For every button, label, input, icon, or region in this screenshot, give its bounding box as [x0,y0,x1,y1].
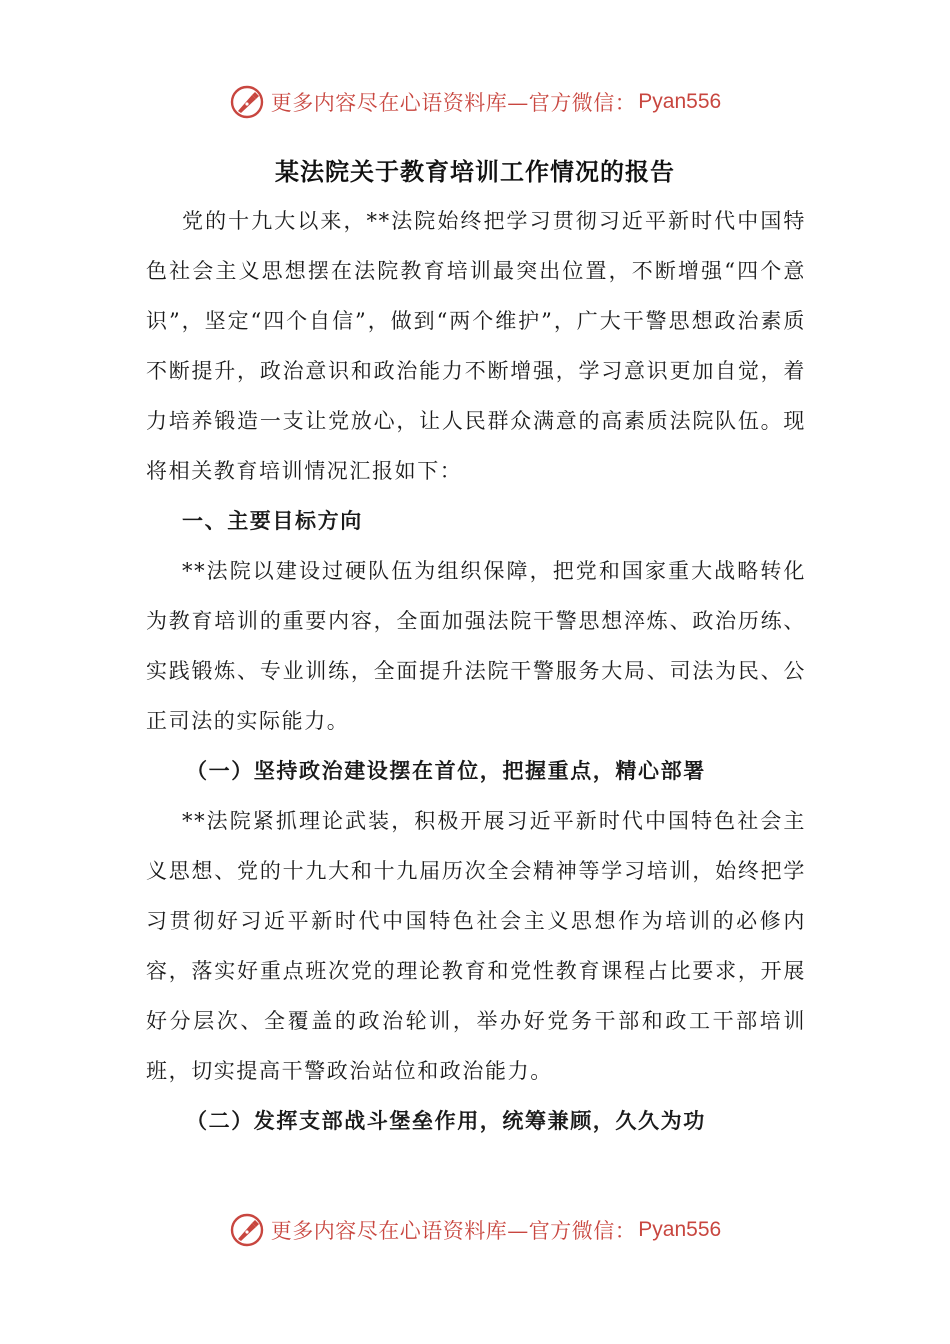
intro-paragraph: 党的十九大以来，**法院始终把学习贯彻习近平新时代中国特色社会主义思想摆在法院教育培训最突出位置，不断增强“四个意识”，坚定“四个自信”，做到“两个维护”，广大干警思想政治素质不断提升，政治意识和政治能力不断增强，学习意识更加自觉，着力培养锻造一支让党放心，让人民群众满意的高素质法院队伍。现将相关教育培训情况汇报如下： [146,209,806,483]
subsection-paragraph-political-building: **法院紧抓理论武装，积极开展习近平新时代中国特色社会主义思想、党的十九大和十九届历次全会精神等学习培训，始终把学习贯彻好习近平新时代中国特色社会主义思想作为培训的必修内容，落实好重点班次党的理论教育和党性教育课程占比要求，开展好分层次、全覆盖的政治轮训，举办好党务干部和政工干部培训班，切实提高干警政治站位和政治能力。 [146,809,806,1083]
document-title: 某法院关于教育培训工作情况的报告 [275,157,675,186]
section-paragraph-main-goals: **法院以建设过硬队伍为组织保障，把党和国家重大战略转化为教育培训的重要内容，全面加强法院干警思想淬炼、政治历练、实践锻炼、专业训练，全面提升法院干警服务大局、司法为民、公正司法的实际能力。 [146,559,806,733]
banner-text: 更多内容尽在心语资料库—官方微信： [270,1219,637,1243]
pen-nib-logo-icon [229,1212,265,1248]
banner-wechat-handle: Pyan556 [638,90,722,113]
footer-watermark-banner [0,1210,950,1250]
banner-wechat-handle: Pyan556 [638,1218,722,1241]
header-watermark-banner [0,82,950,122]
document-body [146,196,806,1146]
section-heading-main-goals: 一、主要目标方向 [182,508,363,533]
subsection-heading-party-branch: （二）发挥支部战斗堡垒作用，统筹兼顾，久久为功 [186,1108,706,1133]
pen-nib-logo-icon [229,84,265,120]
subsection-heading-political-building: （一）坚持政治建设摆在首位，把握重点，精心部署 [186,758,706,783]
banner-text: 更多内容尽在心语资料库—官方微信： [270,91,637,115]
